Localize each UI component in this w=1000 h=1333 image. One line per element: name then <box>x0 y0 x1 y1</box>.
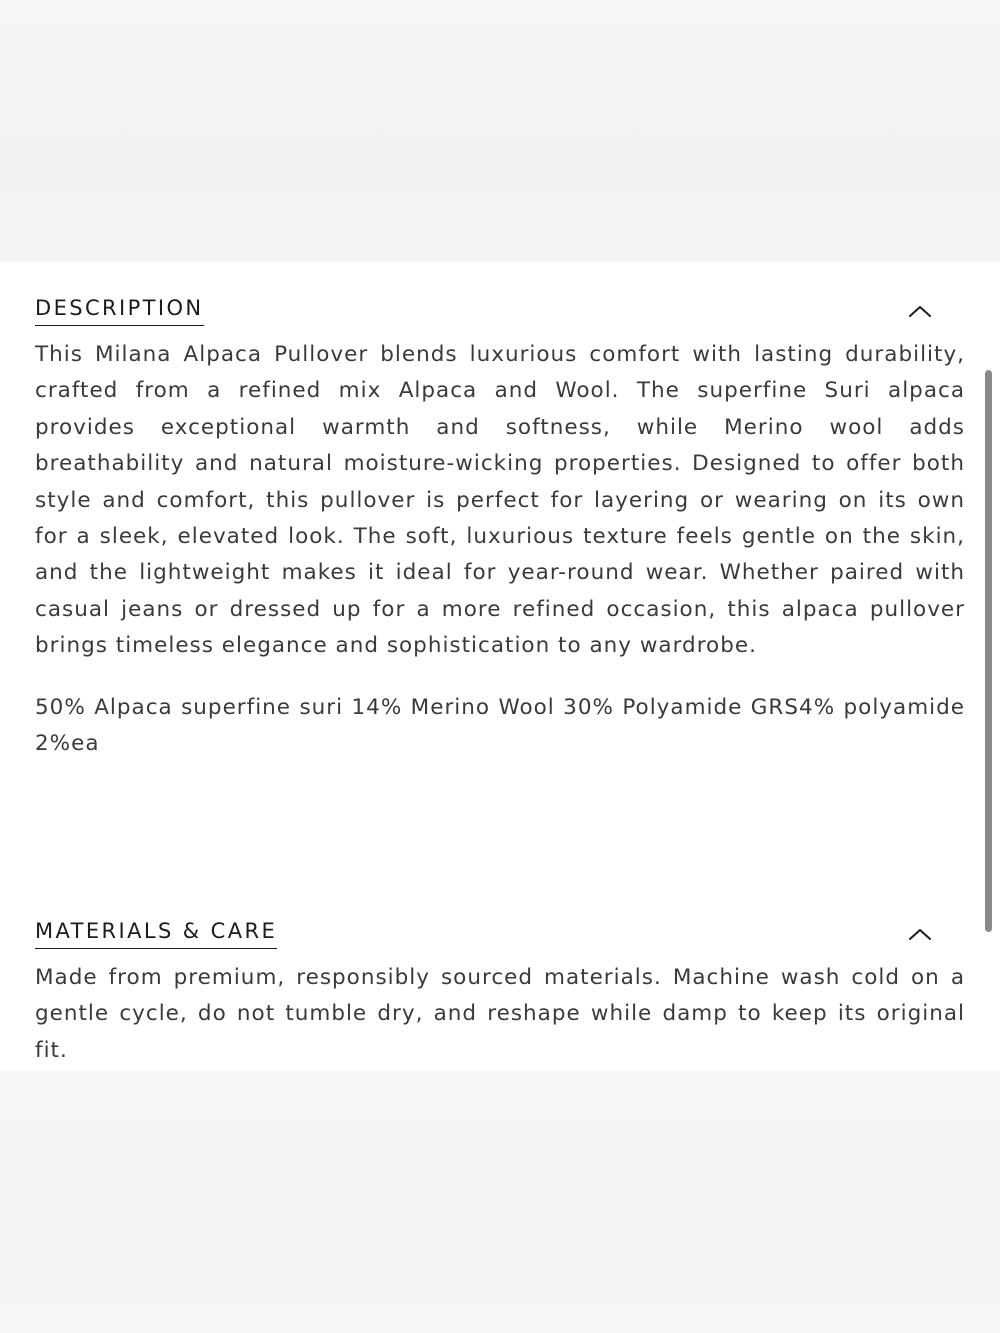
chevron-up-icon[interactable] <box>906 926 934 942</box>
description-text: This Milana Alpaca Pullover blends luxurious comfort with lasting durability, crafted from a refined mix Alpaca and Wool. The superfine Suri alpaca provides exceptional warmth and softness, while Merino wool adds breathability and natural moisture-wicking properties. Designed to offer both style and comfort, this pullover is perfect for layering or wearing on its own for a sleek, elevated look. The soft, luxurious texture feels gentle on the skin, and the lightweight makes it ideal for year-round wear. Whether paired with casual jeans or dressed up for a more refined occasion, this alpaca pullover brings timeless elegance and sophistication to any wardrobe. <box>35 342 965 659</box>
chevron-up-icon[interactable] <box>906 303 934 319</box>
description-heading[interactable]: DESCRIPTION <box>35 294 204 326</box>
scrollbar-thumb[interactable] <box>985 370 992 932</box>
bottom-background <box>0 1070 1000 1333</box>
top-background <box>0 0 1000 262</box>
materials-care-text: Made from premium, responsibly sourced materials. Machine wash cold on a gentle cycle, do not tumble dry, and reshape while damp to keep its original fit. <box>35 965 965 1063</box>
materials-care-heading[interactable]: MATERIALS & CARE <box>35 917 277 949</box>
composition-text: 50% Alpaca superfine suri 14% Merino Wool 30% Polyamide GRS4% polyamide 2%ea <box>35 695 965 757</box>
